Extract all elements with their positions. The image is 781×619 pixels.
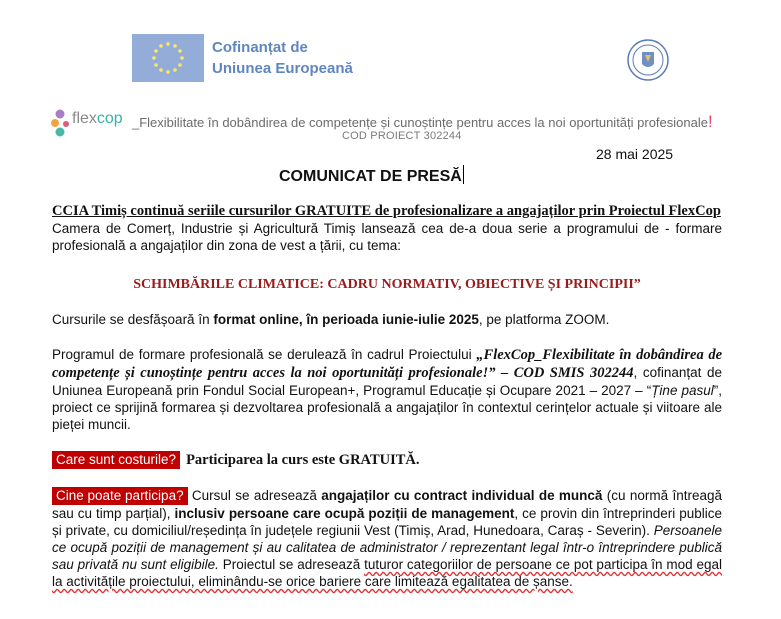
- who-paragraph: [52, 487, 722, 590]
- flexcop-cop: cop: [96, 110, 123, 127]
- who-italic: Persoanele ce ocupă poziții de management și au calitatea de administrator / reprezentant legal într-o întreprindere publică sau privată nu sunt eligibile.: [52, 523, 722, 572]
- project-code: COD PROIECT 302244: [342, 130, 462, 142]
- government-crest-logo: [626, 38, 670, 82]
- who-bold-1: angajaților cu contract individual de muncă: [321, 488, 603, 503]
- program-text-3: ”, proiect ce sprijină formarea și dezvoltarea profesională a angajaților în contextul cerințelor actuale și viitoare ale pieței muncii.: [52, 383, 722, 432]
- flexcop-wordmark: [72, 109, 123, 129]
- who-text-2: (cu normă întreagă sau cu timp parțial),: [52, 488, 722, 521]
- courses-bold: format online, în perioada iunie-iulie 2025: [213, 312, 479, 327]
- who-text-3: , ce provin din întreprinderi publice și private, cu domiciliul/reședința în județele regiunii Vest (Timiș, Arad, Hunedoara, Caraș - Severin).: [52, 506, 722, 538]
- course-theme: SCHIMBĂRILE CLIMATICE: CADRU NORMATIV, OBIECTIVE ȘI PRINCIPII”: [133, 277, 641, 292]
- costs-text: Participarea la curs este GRATUITĂ.: [186, 452, 420, 468]
- who-bold-2: inclusiv persoane care ocupă poziții de management: [174, 506, 515, 521]
- flexcop-flex: flex: [72, 110, 97, 127]
- program-paragraph: [52, 346, 722, 433]
- title-text: COMUNICAT DE PRESĂ: [279, 168, 462, 185]
- program-text-2: , cofinanțat de Uniunea Europeană prin Fondul Social European+, Programul Educație și Ocupare 2021 – 2027 – “: [52, 365, 723, 398]
- intro-paragraph: Camera de Comerț, Industrie și Agricultură Timiș lansează cea de-a doua serie a programului de - formare profesională a angajaților din zona de vest a țării, cu tema:: [52, 221, 722, 253]
- eu-flag-logo: [132, 34, 204, 82]
- text-cursor: [463, 165, 464, 184]
- document-heading: CCIA Timiș continuă seriile cursurilor GRATUITE de profesionalizare a angajaților prin Proiectul FlexCop: [52, 203, 721, 219]
- document-body: [52, 203, 722, 590]
- who-label: Cine poate participa?: [52, 487, 188, 505]
- date: 28 mai 2025: [596, 146, 674, 162]
- flexcop-tagline: [132, 112, 713, 132]
- courses-text-2: , pe platforma ZOOM.: [478, 312, 610, 327]
- costs-paragraph: [52, 451, 722, 469]
- eu-line-1: Cofinanțat de: [212, 39, 308, 56]
- costs-label: Care sunt costurile?: [52, 451, 180, 469]
- program-project-name: „FlexCop_Flexibilitate în dobândirea de competențe și cunoștințe pentru acces la noi oportunități profesionale!” – COD SMIS 302244: [52, 347, 723, 381]
- who-text-1: Cursul se adresează: [187, 488, 322, 503]
- flexcop-bang: !: [707, 112, 713, 131]
- courses-text-1: Cursurile se desfășoară în: [52, 312, 214, 327]
- flexcop-leaf-icon: [51, 108, 71, 138]
- eu-cofinanced-text: [212, 37, 353, 79]
- who-underlined: tuturor categoriilor de persoane ce pot participa în mod egal la activitățile proiectului, eliminându-se orice bariere care limitează egalitatea de șanse.: [52, 557, 722, 589]
- flexcop-tagline-text: _Flexibilitate în dobândirea de competențe și cunoștințe pentru acces la noi oportunități profesionale: [132, 115, 708, 130]
- eu-line-2: Uniunea Europeană: [212, 60, 353, 77]
- page-title: [279, 165, 464, 186]
- who-text-4: Proiectul se adresează: [218, 557, 365, 572]
- program-text-1: Programul de formare profesională se derulează în cadrul Proiectului: [52, 347, 477, 362]
- courses-paragraph: [52, 311, 722, 328]
- program-slogan: Ține pasul: [651, 383, 714, 398]
